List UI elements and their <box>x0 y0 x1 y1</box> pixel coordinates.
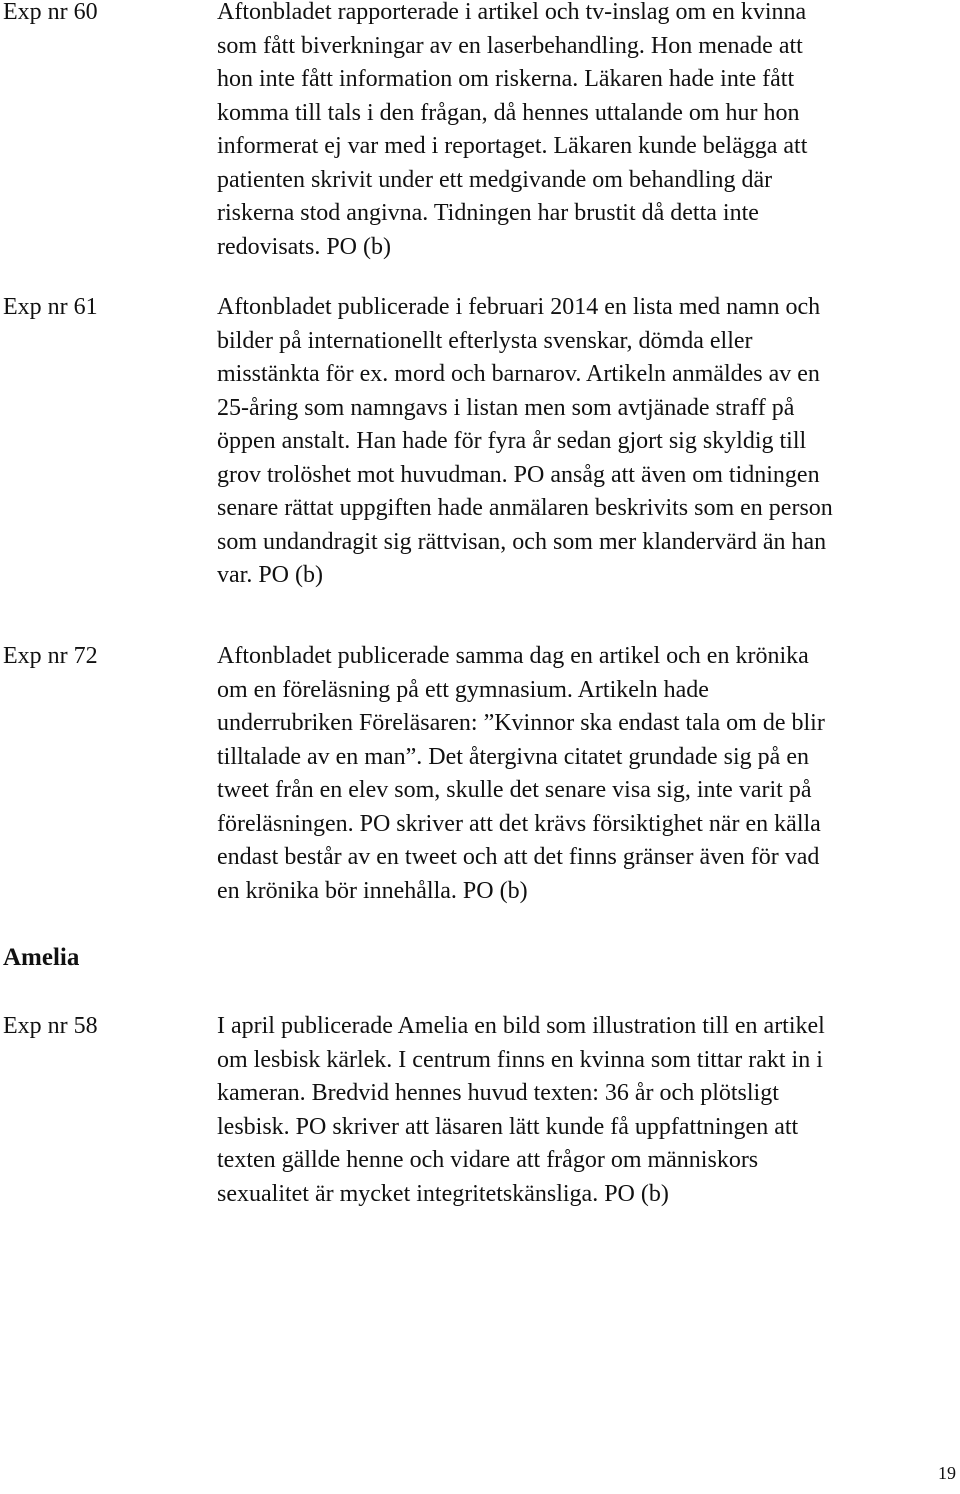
summary-line: som fått biverkningar av en laserbehandling. Hon menade att <box>217 32 803 59</box>
summary-line: 25-åring som namngavs i listan men som avtjänade straff på <box>217 394 795 421</box>
summary-line: tweet från en elev som, skulle det senare visa sig, inte varit på <box>217 777 812 803</box>
summary-line: kameran. Bredvid hennes huvud texten: 36 år och plötsligt <box>217 1080 779 1106</box>
summary-line: Aftonbladet publicerade i februari 2014 en lista med namn och <box>217 294 821 320</box>
summary-line: om lesbisk kärlek. I centrum finns en kvinna som tittar rakt in i <box>217 1046 823 1073</box>
summary-line: I april publicerade Amelia en bild som illustration till en artikel <box>217 1013 825 1039</box>
summary-line: en krönika bör innehålla. PO (b) <box>217 877 528 904</box>
case-label: Exp nr 61 <box>3 294 98 320</box>
summary-line: bilder på internationellt efterlysta svenskar, dömda eller <box>217 327 753 354</box>
summary-line: Aftonbladet rapporterade i artikel och tv-inslag om en kvinna <box>217 0 807 25</box>
summary-line: hon inte fått information om riskerna. Läkaren hade inte fått <box>217 66 795 92</box>
summary-line: riskerna stod angivna. Tidningen har brustit då detta inte <box>217 200 759 226</box>
summary-line: tilltalade av en man”. Det återgivna citatet grundade sig på en <box>217 743 809 770</box>
summary-line: föreläsningen. PO skriver att det krävs försiktighet när en källa <box>217 810 821 837</box>
summary-line: informerat ej var med i reportaget. Läkaren kunde belägga att <box>217 133 808 159</box>
summary-line: om en föreläsning på ett gymnasium. Artikeln hade <box>217 676 709 703</box>
section-heading: Amelia <box>3 944 80 971</box>
summary-line: senare rättat uppgiften hade anmälaren beskrivits som en person <box>217 495 833 521</box>
summary-line: underrubriken Föreläsaren: ”Kvinnor ska endast tala om de blir <box>217 710 825 736</box>
summary-line: Aftonbladet publicerade samma dag en artikel och en krönika <box>217 643 809 669</box>
summary-line: öppen anstalt. Han hade för fyra år sedan gjort sig skyldig till <box>217 428 807 454</box>
case-label: Exp nr 60 <box>3 0 98 25</box>
summary-line: sexualitet är mycket integritetskänsliga. PO (b) <box>217 1180 669 1207</box>
page-number: 19 <box>938 1463 956 1483</box>
summary-line: var. PO (b) <box>217 562 323 588</box>
case-label: Exp nr 58 <box>3 1013 98 1039</box>
summary-line: som undandragit sig rättvisan, och som mer klandervärd än han <box>217 528 827 555</box>
case-summary <box>217 1010 952 1211</box>
summary-line: komma till tals i den frågan, då hennes uttalande om hur hon <box>217 99 800 126</box>
case-summary <box>217 640 952 908</box>
case-label: Exp nr 72 <box>3 643 98 669</box>
summary-line: misstänkta för ex. mord och barnarov. Artikeln anmäldes av en <box>217 361 820 387</box>
summary-line: endast består av en tweet och att det finns gränser även för vad <box>217 844 820 870</box>
case-summary <box>217 0 952 264</box>
summary-line: grov trolöshet mot huvudman. PO ansåg att även om tidningen <box>217 461 820 488</box>
summary-line: lesbisk. PO skriver att läsaren lätt kunde få uppfattningen att <box>217 1113 799 1140</box>
summary-line: patienten skrivit under ett medgivande om behandling där <box>217 166 773 193</box>
case-summary <box>217 291 952 593</box>
summary-line: redovisats. PO (b) <box>217 233 391 260</box>
summary-line: texten gällde henne och vidare att frågor om människors <box>217 1147 759 1173</box>
